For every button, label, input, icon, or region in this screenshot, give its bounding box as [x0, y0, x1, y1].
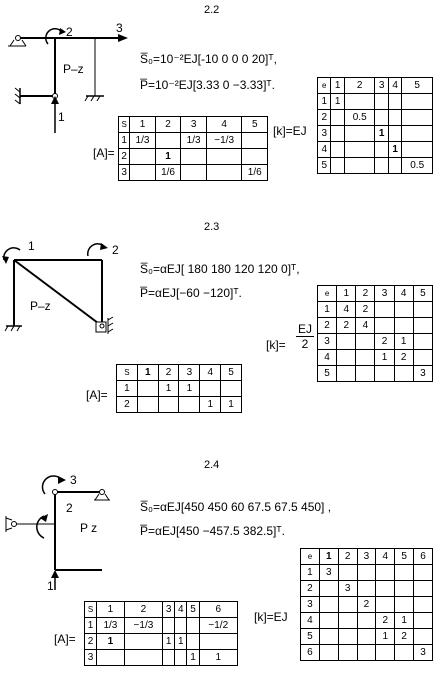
matrix-cell — [337, 334, 356, 350]
matrix-cell: 1 — [163, 634, 175, 650]
matrix-cell — [356, 334, 375, 350]
matrix-cell — [402, 110, 433, 126]
matrix-cell: 1 — [337, 286, 356, 302]
matrix-k-fraction-2-3: EJ 2 — [297, 322, 312, 351]
matrix-cell: 1 — [319, 549, 338, 565]
matrix-cell — [181, 149, 207, 165]
matrix-cell: 2 — [158, 365, 179, 381]
node-label-2: 2 — [66, 501, 73, 515]
matrix-cell: 2 — [318, 318, 337, 334]
matrix-cell: 4 — [175, 602, 187, 618]
frame-label: P z — [80, 521, 98, 535]
matrix-cell — [388, 158, 401, 174]
matrix-cell: 3 — [85, 650, 97, 666]
matrix-cell — [395, 581, 414, 597]
matrix-cell: 2 — [376, 613, 395, 629]
matrix-cell: 1 — [175, 634, 187, 650]
matrix-cell — [344, 142, 375, 158]
matrix-cell — [137, 397, 158, 413]
matrix-a-label-2-3: [A]= — [86, 388, 108, 402]
matrix-cell: 2 — [357, 597, 376, 613]
matrix-cell — [413, 350, 432, 366]
matrix-cell — [413, 318, 432, 334]
frame-diagram-2-3 — [0, 238, 130, 348]
equation-s0-2-4: S̅₀=αEJ[450 450 60 67.5 67.5 450] , — [140, 500, 332, 514]
matrix-cell: 2 — [338, 549, 357, 565]
matrix-cell: 6 — [301, 645, 320, 661]
matrix-cell: 1 — [119, 133, 130, 149]
node-label-3: 3 — [70, 473, 77, 487]
matrix-cell — [357, 581, 376, 597]
matrix-cell: 5 — [395, 549, 414, 565]
matrix-cell — [375, 110, 388, 126]
matrix-cell: 3 — [375, 286, 394, 302]
matrix-cell — [163, 618, 175, 634]
matrix-cell — [375, 94, 388, 110]
matrix-cell: 1 — [97, 634, 125, 650]
matrix-cell: 2 — [356, 286, 375, 302]
equation-s0-2-3: S̅₀=αEJ[ 180 180 120 120 0]ᵀ, — [140, 262, 300, 276]
node-label-1: 1 — [47, 579, 54, 593]
matrix-cell: 5 — [402, 78, 433, 94]
matrix-cell: 1 — [395, 613, 414, 629]
matrix-cell — [331, 142, 344, 158]
matrix-cell: 1 — [388, 142, 401, 158]
matrix-cell: 5 — [318, 158, 331, 174]
matrix-cell — [319, 597, 338, 613]
matrix-cell — [356, 366, 375, 382]
matrix-cell — [221, 381, 242, 397]
matrix-cell: 3 — [375, 78, 388, 94]
matrix-cell: 1/3 — [181, 133, 207, 149]
node-label-1: 1 — [58, 110, 65, 124]
matrix-cell — [124, 650, 162, 666]
matrix-cell: 2 — [119, 149, 130, 165]
matrix-a-label-2-4: [A]= — [54, 632, 76, 646]
matrix-cell — [388, 94, 401, 110]
matrix-cell: 3 — [163, 602, 175, 618]
matrix-cell: 4 — [200, 365, 221, 381]
matrix-cell: 3 — [179, 365, 200, 381]
matrix-cell — [395, 565, 414, 581]
matrix-cell — [158, 397, 179, 413]
matrix-cell: 5 — [413, 286, 432, 302]
matrix-cell — [375, 302, 394, 318]
matrix-a-2-2 — [118, 116, 268, 181]
frame-diagram-2-2 — [0, 18, 130, 148]
matrix-cell — [187, 618, 199, 634]
node-label-1: 1 — [28, 239, 35, 253]
matrix-cell: 3 — [414, 645, 433, 661]
matrix-cell — [338, 597, 357, 613]
matrix-cell: 3 — [318, 334, 337, 350]
node-label-2: 2 — [66, 25, 73, 39]
equation-s0-2-2: S̅₀=10⁻²EJ[-10 0 0 0 20]ᵀ, — [140, 52, 277, 66]
equation-p-2-3: P̅=αEJ[−60 −120]ᵀ. — [140, 286, 242, 300]
matrix-cell — [356, 350, 375, 366]
matrix-cell: 1 — [394, 334, 413, 350]
matrix-cell: 1 — [130, 117, 156, 133]
matrix-cell: 4 — [318, 350, 337, 366]
matrix-cell — [402, 94, 433, 110]
matrix-cell: 1/3 — [130, 133, 156, 149]
matrix-cell: 3 — [319, 565, 338, 581]
matrix-cell — [375, 366, 394, 382]
matrix-cell — [206, 149, 242, 165]
matrix-cell: 2 — [124, 602, 162, 618]
matrix-cell: 4 — [301, 613, 320, 629]
section-number-2-3: 2.3 — [204, 221, 220, 233]
matrix-cell — [357, 613, 376, 629]
matrix-cell: 1/6 — [155, 165, 181, 181]
matrix-cell: 4 — [318, 142, 331, 158]
matrix-cell — [331, 158, 344, 174]
matrix-cell: 0.5 — [344, 110, 375, 126]
matrix-k-label-2-4: [k]=EJ — [254, 610, 288, 624]
matrix-cell — [414, 581, 433, 597]
matrix-cell — [388, 126, 401, 142]
matrix-cell: 1 — [221, 397, 242, 413]
matrix-cell — [155, 133, 181, 149]
matrix-cell: 6 — [199, 602, 237, 618]
matrix-k-2-2 — [317, 77, 433, 174]
frame-label: P–z — [30, 299, 51, 313]
matrix-cell — [376, 565, 395, 581]
matrix-cell — [394, 366, 413, 382]
matrix-cell: 5 — [318, 366, 337, 382]
matrix-cell — [331, 110, 344, 126]
matrix-cell — [199, 634, 237, 650]
matrix-cell: 5 — [301, 629, 320, 645]
matrix-cell: 1 — [199, 650, 237, 666]
matrix-cell — [200, 381, 221, 397]
matrix-cell — [413, 334, 432, 350]
matrix-corner: S — [117, 365, 138, 381]
matrix-cell — [414, 613, 433, 629]
matrix-cell: 4 — [376, 549, 395, 565]
matrix-cell — [395, 645, 414, 661]
matrix-cell — [344, 126, 375, 142]
matrix-cell — [337, 366, 356, 382]
matrix-cell: 1 — [200, 397, 221, 413]
matrix-k-2-4 — [300, 548, 433, 661]
matrix-a-2-3 — [116, 364, 242, 413]
matrix-cell — [175, 618, 187, 634]
matrix-cell: 2 — [375, 334, 394, 350]
matrix-cell — [124, 634, 162, 650]
matrix-corner: S — [85, 602, 97, 618]
matrix-k-2-3 — [317, 285, 433, 382]
matrix-cell: 2 — [344, 78, 375, 94]
matrix-cell — [414, 629, 433, 645]
matrix-cell — [388, 110, 401, 126]
matrix-cell — [357, 629, 376, 645]
matrix-cell — [206, 165, 242, 181]
matrix-cell — [375, 142, 388, 158]
matrix-k-label-2-2: [k]=EJ — [273, 124, 307, 138]
matrix-cell: 3 — [318, 126, 331, 142]
matrix-cell: 3 — [413, 366, 432, 382]
matrix-cell — [402, 126, 433, 142]
matrix-cell: −1/3 — [206, 133, 242, 149]
matrix-cell — [376, 581, 395, 597]
section-number-2-4: 2.4 — [204, 459, 220, 471]
matrix-cell: 1/6 — [242, 165, 268, 181]
matrix-cell: 1 — [137, 365, 158, 381]
equation-p-2-2: P̅=10⁻²EJ[3.33 0 −3.33]ᵀ. — [140, 78, 275, 92]
matrix-cell: 2 — [301, 581, 320, 597]
matrix-cell: 1 — [158, 381, 179, 397]
matrix-cell: 2 — [318, 110, 331, 126]
matrix-cell — [181, 165, 207, 181]
matrix-cell — [414, 565, 433, 581]
matrix-cell: 1 — [97, 602, 125, 618]
matrix-cell — [130, 149, 156, 165]
matrix-cell — [375, 158, 388, 174]
matrix-cell — [337, 350, 356, 366]
matrix-cell — [375, 318, 394, 334]
matrix-cell — [179, 397, 200, 413]
matrix-cell — [344, 94, 375, 110]
matrix-corner: e — [318, 286, 337, 302]
matrix-cell: 1 — [301, 565, 320, 581]
matrix-cell — [338, 565, 357, 581]
matrix-cell: 2 — [85, 634, 97, 650]
matrix-corner: e — [318, 78, 331, 94]
frame-diagram-2-4 — [0, 472, 130, 592]
matrix-cell — [402, 142, 433, 158]
matrix-cell: 1 — [179, 381, 200, 397]
section-number-2-2: 2.2 — [204, 4, 220, 16]
matrix-cell: 1/3 — [97, 618, 125, 634]
matrix-cell — [394, 302, 413, 318]
matrix-cell: 5 — [221, 365, 242, 381]
matrix-cell — [319, 629, 338, 645]
matrix-cell: 3 — [301, 597, 320, 613]
matrix-cell: 1 — [318, 94, 331, 110]
node-label-2: 2 — [112, 243, 119, 257]
matrix-cell — [130, 165, 156, 181]
matrix-cell — [331, 126, 344, 142]
matrix-cell: 1 — [331, 78, 344, 94]
matrix-cell — [394, 318, 413, 334]
matrix-cell — [319, 613, 338, 629]
matrix-cell: 4 — [206, 117, 242, 133]
matrix-cell — [175, 650, 187, 666]
frame-label: P–z — [63, 62, 84, 76]
matrix-cell: 1 — [331, 94, 344, 110]
matrix-cell — [242, 133, 268, 149]
matrix-cell — [163, 650, 175, 666]
matrix-cell — [357, 645, 376, 661]
matrix-a-label-2-2: [A]= — [93, 146, 115, 160]
matrix-cell: 2 — [394, 350, 413, 366]
matrix-cell: 2 — [356, 302, 375, 318]
matrix-cell: 5 — [242, 117, 268, 133]
matrix-cell — [319, 645, 338, 661]
matrix-cell: 1 — [375, 350, 394, 366]
matrix-cell — [413, 302, 432, 318]
equation-p-2-4: P̅=αEJ[450 −457.5 382.5]ᵀ. — [140, 524, 285, 538]
matrix-cell: −1/3 — [124, 618, 162, 634]
matrix-cell — [242, 149, 268, 165]
matrix-k-label-2-3: [k]= — [266, 338, 286, 352]
matrix-cell: 2 — [117, 397, 138, 413]
matrix-cell: 3 — [338, 581, 357, 597]
matrix-cell — [97, 650, 125, 666]
matrix-cell: 2 — [395, 629, 414, 645]
matrix-cell — [376, 597, 395, 613]
matrix-cell: 1 — [318, 302, 337, 318]
matrix-corner: e — [301, 549, 320, 565]
matrix-cell — [338, 629, 357, 645]
matrix-cell: 4 — [356, 318, 375, 334]
matrix-cell — [187, 634, 199, 650]
matrix-cell: 3 — [357, 549, 376, 565]
matrix-cell — [338, 645, 357, 661]
matrix-cell — [344, 158, 375, 174]
matrix-cell: 2 — [155, 117, 181, 133]
matrix-cell — [319, 581, 338, 597]
matrix-cell — [414, 597, 433, 613]
matrix-cell: 1 — [187, 650, 199, 666]
matrix-cell: 3 — [119, 165, 130, 181]
matrix-cell — [357, 565, 376, 581]
matrix-cell: 0.5 — [402, 158, 433, 174]
matrix-cell: 1 — [117, 381, 138, 397]
matrix-a-2-4 — [84, 601, 238, 666]
matrix-cell: −1/2 — [199, 618, 237, 634]
matrix-cell: 1 — [155, 149, 181, 165]
matrix-cell: 1 — [85, 618, 97, 634]
matrix-cell: 4 — [388, 78, 401, 94]
matrix-cell: 1 — [376, 629, 395, 645]
matrix-cell — [395, 597, 414, 613]
matrix-cell — [137, 381, 158, 397]
node-label-3: 3 — [116, 21, 123, 35]
matrix-cell: 6 — [414, 549, 433, 565]
matrix-cell: 4 — [394, 286, 413, 302]
matrix-cell: 3 — [181, 117, 207, 133]
matrix-corner: S — [119, 117, 130, 133]
matrix-cell — [376, 645, 395, 661]
matrix-cell: 5 — [187, 602, 199, 618]
matrix-cell: 2 — [337, 318, 356, 334]
matrix-cell: 1 — [375, 126, 388, 142]
matrix-cell: 4 — [337, 302, 356, 318]
matrix-cell — [338, 613, 357, 629]
